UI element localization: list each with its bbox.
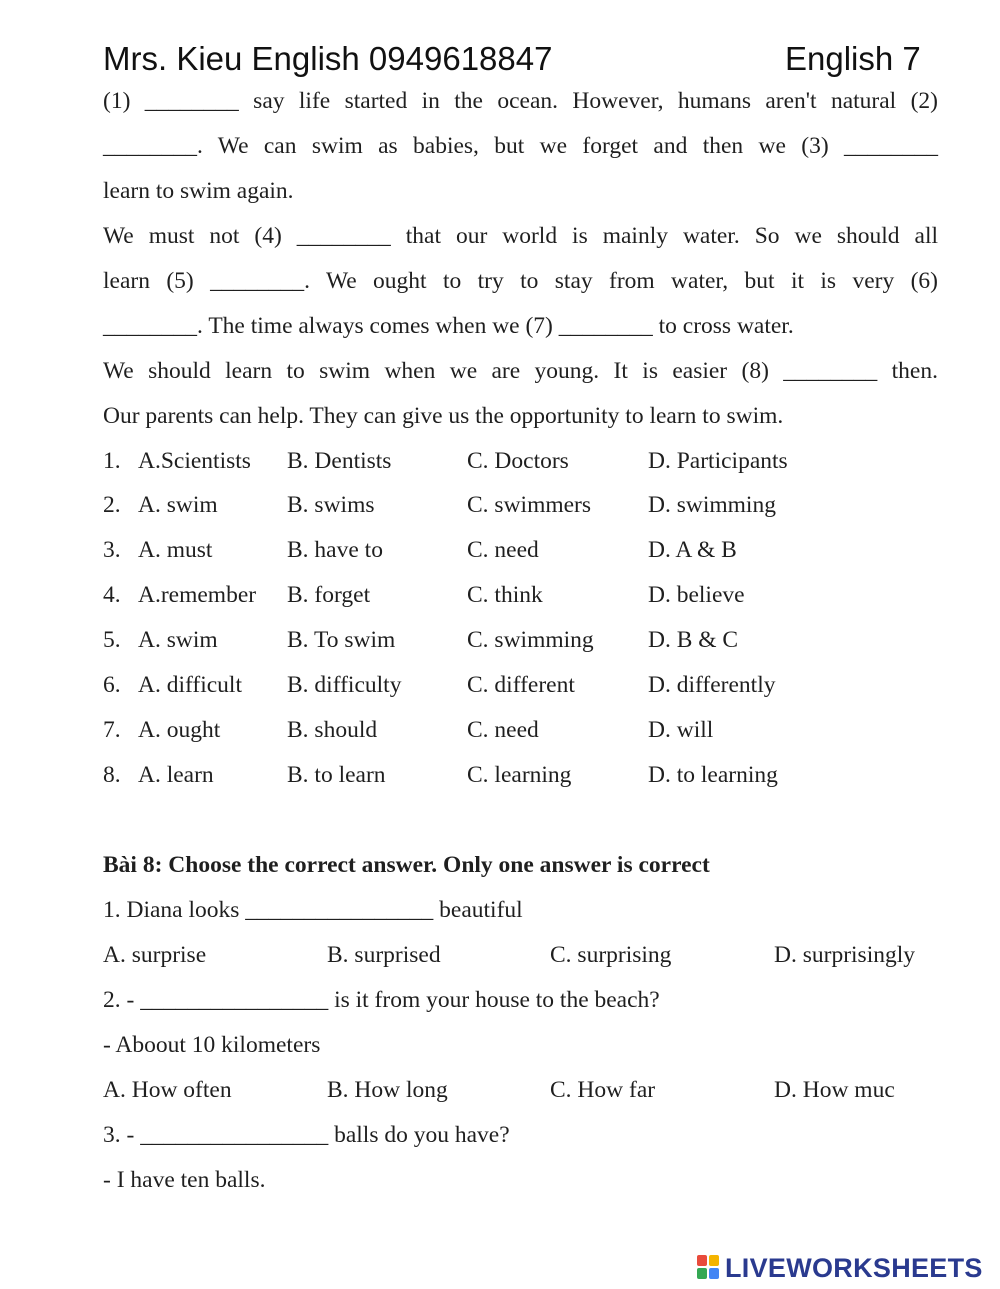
option-c[interactable]: C. How far [550, 1077, 656, 1103]
passage-line: ________. The time always comes when we (7) ________ to cross water. [103, 313, 794, 339]
option-d[interactable]: D. to learning [648, 762, 778, 788]
header-subject: English 7 [785, 40, 921, 77]
option-c[interactable]: C. need [467, 537, 539, 563]
option-a[interactable]: A. difficult [138, 672, 242, 698]
option-b[interactable]: B. forget [287, 582, 371, 608]
passage-line: (1) ________ say life started in the ocean. However, humans aren't natural (2) [103, 88, 938, 114]
option-b[interactable]: B. surprised [327, 942, 441, 968]
option-d[interactable]: D. B & C [648, 627, 739, 653]
option-number: 8. [103, 762, 121, 788]
option-c[interactable]: C. different [467, 672, 575, 698]
logo-square [697, 1268, 707, 1279]
option-c[interactable]: C. Doctors [467, 448, 569, 474]
option-d[interactable]: D. differently [648, 672, 776, 698]
question-2: 2. - ________________ is it from your house to the beach? [103, 987, 660, 1013]
passage-line: Our parents can help. They can give us the opportunity to learn to swim. [103, 403, 784, 429]
option-number: 2. [103, 492, 121, 518]
option-b[interactable]: B. difficulty [287, 672, 402, 698]
option-c[interactable]: C. need [467, 717, 539, 743]
option-c[interactable]: C. surprising [550, 942, 672, 968]
passage-line: We should learn to swim when we are young. It is easier (8) ________ then. [103, 358, 938, 384]
option-a[interactable]: A.remember [138, 582, 257, 608]
logo-text: LIVEWORKSHEETS [725, 1253, 983, 1283]
logo-square [709, 1268, 719, 1279]
option-b[interactable]: B. have to [287, 537, 383, 563]
option-b[interactable]: B. should [287, 717, 378, 743]
option-number: 5. [103, 627, 121, 653]
option-d[interactable]: D. will [648, 717, 714, 743]
option-number: 3. [103, 537, 121, 563]
question-1: 1. Diana looks ________________ beautiful [103, 897, 523, 923]
option-d[interactable]: D. surprisingly [774, 942, 915, 968]
option-b[interactable]: B. to learn [287, 762, 386, 788]
passage-line: learn to swim again. [103, 178, 294, 204]
passage-line: ________. We can swim as babies, but we forget and then we (3) ________ [103, 133, 938, 159]
option-c[interactable]: C. swimmers [467, 492, 592, 518]
option-c[interactable]: C. learning [467, 762, 572, 788]
option-a[interactable]: A. learn [138, 762, 214, 788]
liveworksheets-logo [697, 1252, 997, 1286]
option-a[interactable]: A. swim [138, 492, 218, 518]
option-a[interactable]: A.Scientists [138, 448, 251, 474]
question-2-answer: - Aboout 10 kilometers [103, 1032, 321, 1058]
logo-square [697, 1255, 707, 1266]
option-a[interactable]: A. must [138, 537, 213, 563]
option-number: 1. [103, 448, 121, 474]
header-teacher: Mrs. Kieu English 0949618847 [103, 40, 553, 77]
logo-square [709, 1255, 719, 1266]
question-3: 3. - ________________ balls do you have? [103, 1122, 510, 1148]
option-b[interactable]: B. To swim [287, 627, 396, 653]
option-number: 6. [103, 672, 121, 698]
option-b[interactable]: B. How long [327, 1077, 448, 1103]
passage-line: learn (5) ________. We ought to try to stay from water, but it is very (6) [103, 268, 938, 294]
option-c[interactable]: C. think [467, 582, 543, 608]
option-b[interactable]: B. Dentists [287, 448, 392, 474]
option-d[interactable]: D. swimming [648, 492, 776, 518]
liveworksheets-icon [697, 1255, 721, 1281]
option-number: 7. [103, 717, 121, 743]
option-a[interactable]: A. surprise [103, 942, 207, 968]
option-b[interactable]: B. swims [287, 492, 375, 518]
option-a[interactable]: A. How often [103, 1077, 232, 1103]
option-c[interactable]: C. swimming [467, 627, 594, 653]
question-3-answer: - I have ten balls. [103, 1167, 266, 1193]
passage-line: We must not (4) ________ that our world is mainly water. So we should all [103, 223, 938, 249]
option-d[interactable]: D. How muc [774, 1077, 895, 1103]
option-d[interactable]: D. A & B [648, 537, 737, 563]
option-a[interactable]: A. ought [138, 717, 221, 743]
option-d[interactable]: D. Participants [648, 448, 788, 474]
exercise-title: Bài 8: Choose the correct answer. Only one answer is correct [103, 852, 710, 878]
option-number: 4. [103, 582, 121, 608]
option-d[interactable]: D. believe [648, 582, 745, 608]
option-a[interactable]: A. swim [138, 627, 218, 653]
